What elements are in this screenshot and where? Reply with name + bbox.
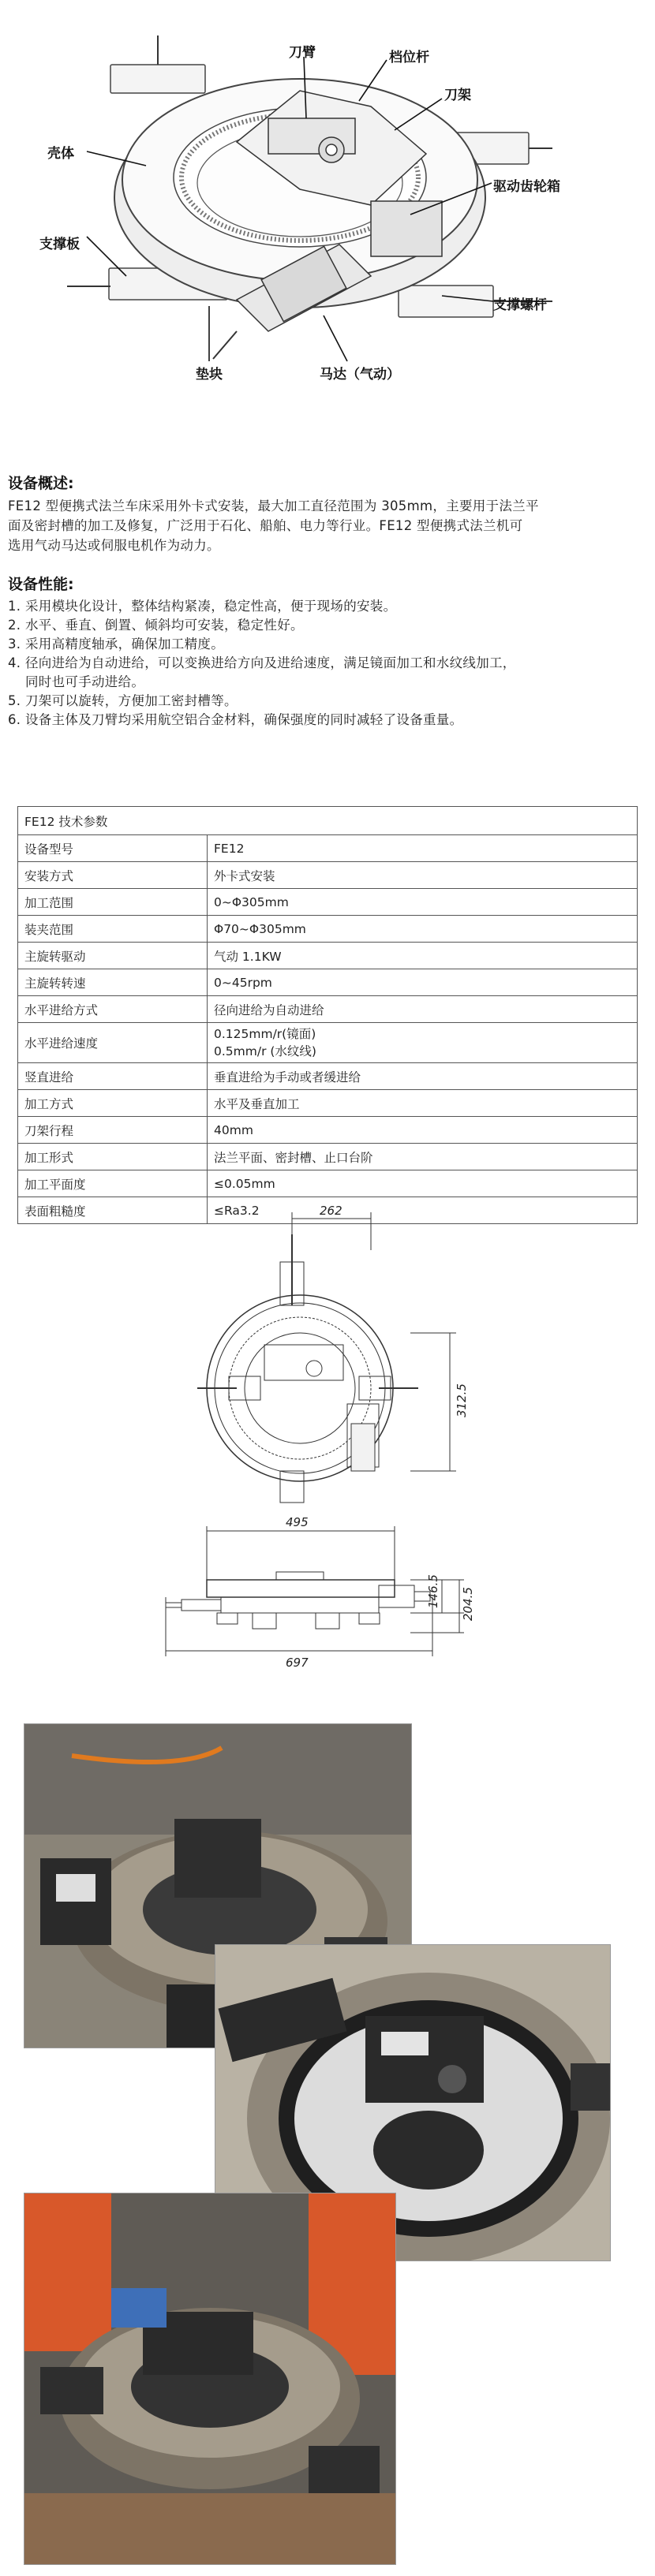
spec-table-caption: FE12 技术参数 — [18, 807, 638, 835]
machine-diagram — [0, 0, 655, 442]
top-view-svg — [0, 1203, 655, 1510]
label-drive-gearbox: 驱动齿轮箱 — [493, 179, 560, 195]
overview-heading: 设备概述: — [8, 475, 74, 492]
top-view-width-dim: 262 — [320, 1204, 342, 1218]
table-row: 装夹范围 Φ70~Φ305mm — [18, 916, 638, 943]
overview-section — [8, 472, 647, 555]
label-tool-holder: 刀架 — [444, 88, 471, 103]
spec-table — [17, 806, 638, 1224]
overview-line-2: 面及密封槽的加工及修复，广泛用于石化、船舶、电力等行业。FE12 型便携式法兰机可 — [8, 518, 523, 533]
feature-item-1: 1. 采用模块化设计，整体结构紧凑，稳定性高，便于现场的安装。 — [8, 599, 397, 614]
table-row: 加工平面度 ≤0.05mm — [18, 1170, 638, 1197]
label-support-plate: 支撑板 — [39, 237, 80, 252]
features-list — [8, 597, 647, 730]
table-row: 刀架行程 40mm — [18, 1117, 638, 1144]
label-knife-arm: 刀臂 — [289, 45, 316, 61]
feature-item-3: 3. 采用高精度轴承，确保加工精度。 — [8, 637, 224, 651]
feature-item-5: 5. 刀架可以旋转，方便加工密封槽等。 — [8, 693, 238, 708]
photo-operators-installing — [24, 2193, 396, 2565]
overview-line-1: FE12 型便携式法兰车床采用外卡式安装，最大加工直径范围为 305mm，主要用于法兰平 — [8, 498, 539, 513]
side-view-bottom-width-dim: 697 — [286, 1656, 309, 1670]
top-view-drawing — [0, 1203, 655, 1510]
table-row: 竖直进给 垂直进给为手动或者缓进给 — [18, 1063, 638, 1090]
label-housing: 壳体 — [47, 146, 74, 162]
table-row: 水平进给方式 径向进给为自动进给 — [18, 996, 638, 1023]
table-row: 主旋转转速 0~45rpm — [18, 969, 638, 996]
table-row: 加工形式 法兰平面、密封槽、止口台阶 — [18, 1144, 638, 1170]
feature-item-6: 6. 设备主体及刀臂均采用航空铝合金材料，确保强度的同时减轻了设备重量。 — [8, 712, 463, 727]
side-view-h1-dim: 146.5 — [426, 1574, 440, 1608]
side-view-top-width-dim: 495 — [286, 1515, 309, 1529]
spec-table-section — [17, 806, 638, 1224]
table-row: 加工范围 0~Φ305mm — [18, 889, 638, 916]
feature-item-2: 2. 水平、垂直、倒置、倾斜均可安装，稳定性好。 — [8, 618, 304, 633]
table-row: 主旋转驱动 气动 1.1KW — [18, 943, 638, 969]
table-row: 安装方式 外卡式安装 — [18, 862, 638, 889]
side-view-drawing — [0, 1510, 655, 1684]
feature-item-4-cont: 同时也可手动进给。 — [25, 674, 145, 689]
features-heading: 设备性能: — [8, 576, 74, 593]
label-support-screw: 支撑螺杆 — [493, 297, 547, 313]
side-view-h2-dim: 204.5 — [461, 1587, 475, 1621]
table-row: 加工方式 水平及垂直加工 — [18, 1090, 638, 1117]
label-spacer-block: 垫块 — [196, 367, 223, 383]
side-view-svg — [0, 1510, 655, 1684]
top-view-height-dim: 312.5 — [455, 1383, 469, 1417]
label-stop-lever: 档位杆 — [389, 50, 429, 65]
table-row: 水平进给速度 0.125mm/r(镜面) 0.5mm/r (水纹线) — [18, 1023, 638, 1063]
table-row: 设备型号 FE12 — [18, 835, 638, 862]
features-section — [8, 573, 647, 730]
table-row: 表面粗糙度 ≤Ra3.2 — [18, 1197, 638, 1224]
label-motor: 马达（气动） — [320, 367, 400, 383]
feature-item-4: 4. 径向进给为自动进给，可以变换进给方向及进给速度，满足镜面加工和水纹线加工， — [8, 655, 516, 670]
overview-line-3: 选用气动马达或伺服电机作为动力。 — [8, 538, 220, 553]
